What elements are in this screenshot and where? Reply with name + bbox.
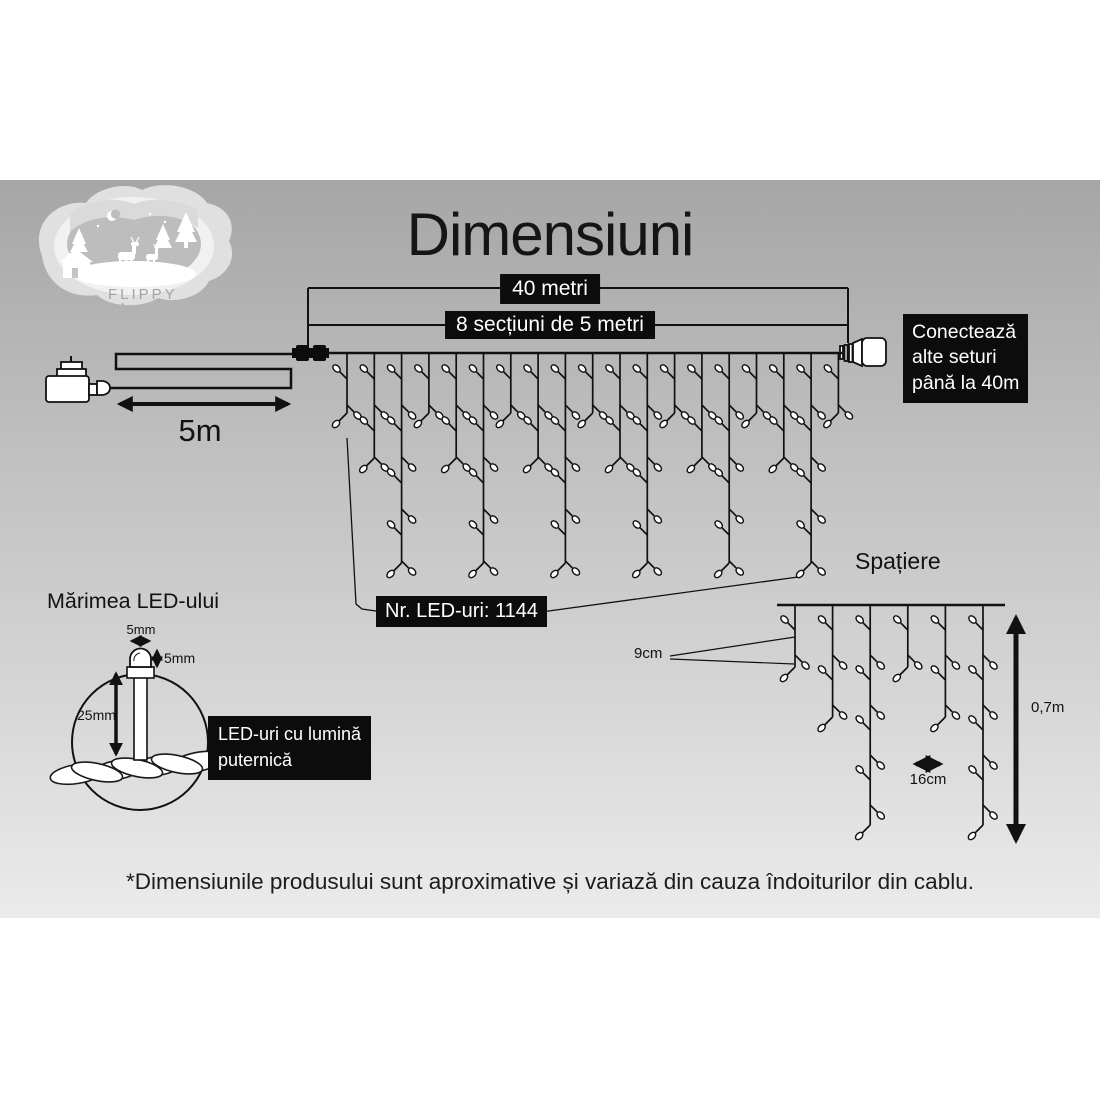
disclaimer-text: *Dimensiunile produsului sunt aproximative și variază din cauza îndoiturilor din cablu. <box>126 869 974 894</box>
led-size-figure <box>49 641 225 810</box>
connect-note-line: alte seturi <box>912 346 997 369</box>
connect-note-line: până la 40m <box>912 371 1020 394</box>
led-note-line: LED-uri cu lumină <box>218 724 362 744</box>
spacing-light-curtain <box>777 605 1005 841</box>
connect-note-badge <box>903 314 1028 403</box>
drop-height-label: 0,7m <box>1031 699 1065 716</box>
spacing-heading: Spațiere <box>855 548 941 574</box>
led-gap-label: 9cm <box>634 645 663 662</box>
star-icon <box>149 213 151 215</box>
led-body-length-label: 25mm <box>77 707 116 723</box>
led-gap-leader-lines <box>670 637 795 664</box>
star-icon <box>97 225 99 227</box>
power-lead <box>46 354 300 402</box>
power-plug-icon <box>46 356 110 402</box>
led-height-label: 5mm <box>164 650 196 666</box>
led-size-heading: Mărimea LED-ului <box>47 589 220 613</box>
end-connector-icon <box>840 338 886 366</box>
lead-cable <box>108 354 300 388</box>
moon-crescent-mask <box>111 209 120 218</box>
total-length-badge: 40 metri <box>500 274 600 304</box>
main-light-curtain <box>327 353 854 579</box>
led-count-badge: Nr. LED-uri: 1144 <box>376 596 547 627</box>
led-bulb-icon <box>127 649 154 761</box>
logo-snow-ground <box>72 261 196 287</box>
led-note-line: puternică <box>218 750 293 771</box>
cable-coupler-icon <box>292 345 329 361</box>
led-note-badge <box>208 716 371 780</box>
led-width-label: 5mm <box>126 622 156 637</box>
sections-badge: 8 secțiuni de 5 metri <box>445 311 655 339</box>
lead-length-label: 5m <box>178 413 222 448</box>
star-icon <box>164 221 166 223</box>
brand-subname: christmas <box>80 298 189 329</box>
drop-gap-label: 16cm <box>909 771 947 788</box>
page-title: Dimensiuni <box>406 201 694 268</box>
connect-note-line: Conectează <box>912 321 1017 343</box>
brand-name: FLIPPY <box>108 286 178 303</box>
